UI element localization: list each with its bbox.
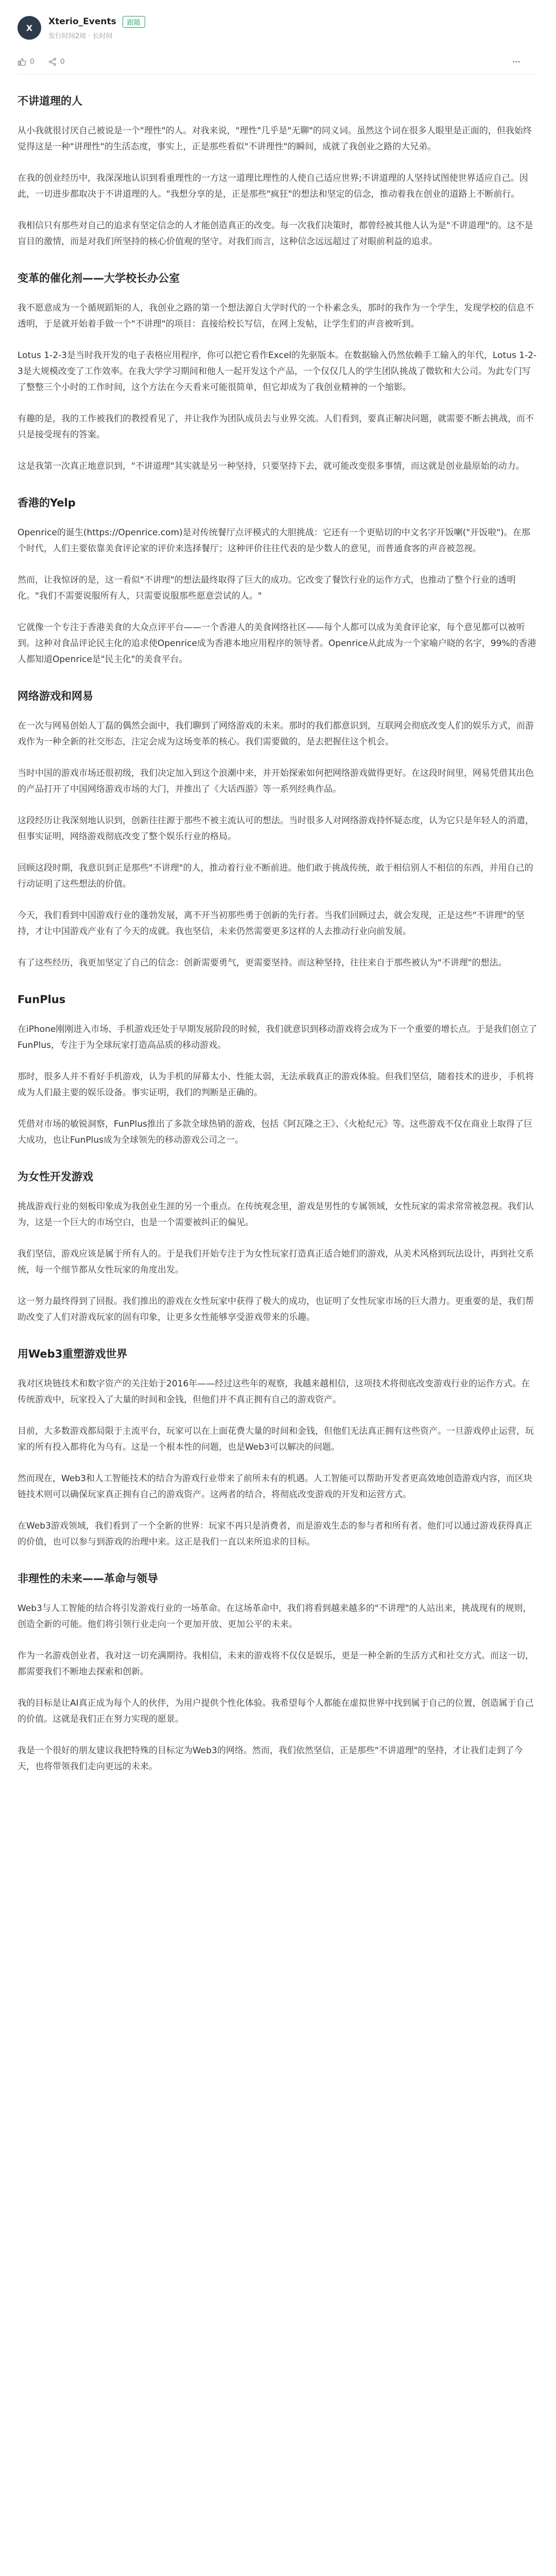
- paragraph: 回顾这段时期，我意识到正是那些"不讲理"的人，推动着行业不断前进。他们敢于挑战传统，敢于相信别人不相信的东西，并用自己的行动证明了这些想法的价值。: [18, 863, 533, 889]
- author-header: [18, 0, 538, 44]
- paragraph: 我对区块链技术和数字资产的关注始于2016年——经过这些年的观察，我越来越相信，这项技术将彻底改变游戏行业的运作方式。在传统游戏中，玩家投入了大量的时间和金钱，但他们并不真正拥有自己的游戏资产。: [18, 1379, 530, 1405]
- author-line: [48, 16, 145, 28]
- section-principal-office: [18, 270, 538, 474]
- paragraph: 目前，大多数游戏都局限于主流平台，玩家可以在上面花费大量的时间和金钱，但他们无法真正拥有这些资产。一旦游戏停止运营，玩家的所有投入都将化为乌有。这是一个根本性的问题，也是Web3可以解决的问题。: [18, 1426, 534, 1452]
- paragraph: 凭借对市场的敏锐洞察，FunPlus推出了多款全球热销的游戏，包括《阿瓦隆之王》、《火枪纪元》等。这些游戏不仅在商业上取得了巨大成功，也让FunPlus成为全球领先的移动游戏公司之一。: [18, 1119, 533, 1145]
- paragraph: Openrice的诞生(https://Openrice.com)是对传统餐厅点评模式的大胆挑战：它还有一个更贴切的中文名字开饭喇("开饭啦")。在那个时代，人们主要依靠美食评论家的评价来选择餐厅；这种评价往往代表的是少数人的意见，而普通食客的声音被忽视。: [18, 528, 530, 554]
- section-online-games-netease: [18, 688, 538, 971]
- paragraph: 从小我就很讨厌自己被说是一个"理性"的人。对我来说，"理性"几乎是"无聊"的同义词。虽然这个词在很多人眼里是正面的，但我始终觉得这是一种"讲理性"的生活态度，事实上，正是那些看似"不讲理性"的瞬间，成就了我创业之路的大兄弟。: [18, 126, 532, 152]
- paragraph: 有趣的是，我的工作被我们的教授看见了，并让我作为团队成员去与业界交流。人们看到，要真正解决问题，就需要不断去挑战，而不只是接受现有的答案。: [18, 414, 534, 440]
- paragraph: Web3与人工智能的结合将引发游戏行业的一场革命。在这场革命中，我们将看到越来越多的"不讲理"的人站出来，挑战现有的规则，创造全新的可能。他们将引领行业走向一个更加开放、更加公平的未来。: [18, 1603, 532, 1630]
- paragraph: 那时，很多人并不看好手机游戏，认为手机的屏幕太小、性能太弱，无法承载真正的游戏体验。但我们坚信，随着技术的进步，手机将成为人们最主要的娱乐设备。事实证明，我们的判断是正确的。: [18, 1072, 534, 1098]
- thumbs-up-icon: [18, 57, 27, 66]
- paragraph: 作为一名游戏创业者，我对这一切充满期待。我相信，未来的游戏将不仅仅是娱乐，更是一种全新的生活方式和社交方式。而这一切，都需要我们不断地去探索和创新。: [18, 1651, 534, 1677]
- paragraph: 当时中国的游戏市场还很初级，我们决定加入到这个浪潮中来，并开始探索如何把网络游戏做得更好。在这段时间里，网易凭借其出色的产品打开了中国网络游戏市场的大门，并推出了《大话西游》等一系列经典作品。: [18, 768, 534, 794]
- section-heading: 香港的Yelp: [18, 497, 76, 509]
- section-heading: 网络游戏和网易: [18, 690, 93, 702]
- section-heading: 用Web3重塑游戏世界: [18, 1348, 128, 1360]
- paragraph: 这是我第一次真正地意识到，"不讲道理"其实就是另一种坚持，只要坚持下去，就可能改变很多事情，而这就是创业最原始的动力。: [18, 461, 525, 471]
- paragraph: 我们坚信，游戏应该是属于所有人的。于是我们开始专注于为女性玩家打造真正适合她们的游戏，从美术风格到玩法设计，再到社交系统，每一个细节都从女性玩家的角度出发。: [18, 1249, 534, 1275]
- section-unreasonable-people: [18, 93, 538, 250]
- author-block: [48, 16, 145, 40]
- paragraph: 这段经历让我深刻地认识到，创新往往源于那些不被主流认可的想法。当时很多人对网络游戏持怀疑态度，认为它只是年轻人的消遣，但事实证明，网络游戏彻底改变了整个娱乐行业的格局。: [18, 816, 534, 842]
- more-options-icon: [511, 57, 522, 66]
- paragraph: 我是一个很好的朋友建议我把特殊的目标定为Web3的网络。然而，我们依然坚信，正是那些"不讲道理"的坚持，才让我们走到了今天，也将带领我们走向更远的未来。: [18, 1745, 523, 1772]
- paragraph: 我相信只有那些对自己的追求有坚定信念的人才能创造真正的改变。每一次我们决策时，都曾经被其他人认为是"不讲道理"的。这不是盲目的激情，而是对我们所坚持的核心价值观的坚守。对我们而言，这种信念远远超过了对眼前利益的追求。: [18, 221, 533, 247]
- paragraph: 在一次与网易创始人丁磊的偶然会面中，我们聊到了网络游戏的未来。那时的我们都意识到，互联网会彻底改变人们的娱乐方式，而游戏作为一种全新的社交形态，注定会成为这场变革的核心。我们需要做的，是去把握住这个机会。: [18, 721, 534, 747]
- paragraph: Lotus 1-2-3是当时我开发的电子表格应用程序，你可以把它看作Excel的先驱版本。在数据输入仍然依赖手工输入的年代，Lotus 1-2-3是大规模改变了工作效率。在我大学学习期间和他人一起开发这个产品，一个仅仅几人的学生团队挑战了微软和大公司。为此专门写了整整三个小时的工作时间，这个方法在今天看来可能很简单，但它却成为了我创业精神的一个缩影。: [18, 350, 537, 393]
- paragraph: 有了这些经历，我更加坚定了自己的信念：创新需要勇气，更需要坚持。而这种坚持，往往来自于那些被认为"不讲理"的想法。: [18, 958, 507, 968]
- like-count: 0: [30, 58, 34, 66]
- share-count: 0: [60, 58, 65, 66]
- article-body: [18, 75, 538, 1775]
- paragraph: 然而，让我惊讶的是，这一看似"不讲理"的想法最终取得了巨大的成功。它改变了餐饮行业的运作方式，也推动了整个行业的透明化。"我们不需要说服所有人，只需要说服那些愿意尝试的人。": [18, 575, 516, 601]
- section-heading: FunPlus: [18, 993, 66, 1006]
- more-options-button[interactable]: [511, 57, 525, 66]
- author-avatar[interactable]: X: [18, 16, 41, 40]
- section-heading: 非理性的未来——革命与领导: [18, 1572, 158, 1585]
- section-irrational-future: [18, 1571, 538, 1775]
- author-name[interactable]: Xterio_Events: [48, 16, 116, 27]
- share-button[interactable]: [48, 57, 65, 66]
- share-icon: [48, 57, 57, 66]
- paragraph: 这一努力最终得到了回报。我们推出的游戏在女性玩家中获得了极大的成功，也证明了女性玩家市场的巨大潜力。更重要的是，我们帮助改变了人们对游戏玩家的固有印象，让更多女性能够享受游戏带来的乐趣。: [18, 1296, 534, 1323]
- paragraph: 挑战游戏行业的刻板印象成为我创业生涯的另一个重点。在传统观念里，游戏是男性的专属领域，女性玩家的需求常常被忽视。我们认为，这是一个巨大的市场空白，也是一个需要被纠正的偏见。: [18, 1201, 534, 1228]
- section-hong-kong-yelp: [18, 495, 538, 668]
- paragraph: 它就像一个专注于香港美食的大众点评平台——一个香港人的美食网络社区——每个人都可以成为美食评论家，每个意见都可以被听到。这种对食品评论民主化的追求使Openrice成为香港本地应用程序的领导者。Openrice从此成为一个家喻户晓的名字，99%的香港人都知道Openrice是"民主化"的美食平台。: [18, 622, 536, 665]
- paragraph: 在我的创业经历中，我深深地认识到看重理性的一方这一道理比理性的人使自己适应世界;不讲道理的人坚持试图使世界适应自己。因此，一切进步都取决于不讲道理的人。"我想分享的是，正是那些"疯狂"的想法和坚定的信念，推动着我在创业的道路上不断前行。: [18, 173, 528, 199]
- like-button[interactable]: [18, 57, 34, 66]
- paragraph: 在Web3游戏领域，我们看到了一个全新的世界：玩家不再只是消费者，而是游戏生态的参与者和所有者。他们可以通过游戏获得真正的价值，也可以参与到游戏的治理中来。这正是我们一直以来所追求的目标。: [18, 1521, 532, 1547]
- paragraph: 我的目标是让AI真正成为每个人的伙伴，为用户提供个性化体验。我希望每个人都能在虚拟世界中找到属于自己的位置，创造属于自己的价值。这就是我们正在努力实现的愿景。: [18, 1698, 534, 1724]
- paragraph: 今天，我们看到中国游戏行业的蓬勃发展，离不开当初那些勇于创新的先行者。当我们回顾过去，就会发现，正是这些"不讲理"的坚持，才让中国游戏产业有了今天的成就。我也坚信，未来仍然需要更多这样的人去推动行业向前发展。: [18, 910, 525, 937]
- post-meta: 发行时间2周 · 长时间: [48, 32, 113, 40]
- paragraph: 在iPhone刚刚进入市场、手机游戏还处于早期发展阶段的时候，我们就意识到移动游戏将会成为下一个重要的增长点。于是我们创立了FunPlus，专注于为全球玩家打造高品质的移动游戏。: [18, 1024, 537, 1050]
- follow-button[interactable]: 跟随: [123, 16, 145, 28]
- section-web3-gaming: [18, 1346, 538, 1550]
- section-heading: 为女性开发游戏: [18, 1171, 93, 1183]
- section-heading: 不讲道理的人: [18, 95, 82, 107]
- section-heading: 变革的催化剂——大学校长办公室: [18, 272, 180, 284]
- paragraph: 然而现在，Web3和人工智能技术的结合为游戏行业带来了前所未有的机遇。人工智能可以帮助开发者更高效地创造游戏内容，而区块链技术则可以确保玩家真正拥有自己的游戏资产。这两者的结合，将彻底改变游戏的开发和运营方式。: [18, 1473, 532, 1500]
- section-funplus: [18, 992, 538, 1148]
- section-games-for-women: [18, 1169, 538, 1326]
- paragraph: 我不愿意成为一个循规蹈矩的人，我创业之路的第一个想法源自大学时代的一个朴素念头，那时的我作为一个学生，发现学校的信息不透明，于是就开始着手做一个"不讲理"的项目：直接给校长写信，在网上发帖，让学生们的声音被听到。: [18, 303, 534, 329]
- action-toolbar: [18, 49, 538, 74]
